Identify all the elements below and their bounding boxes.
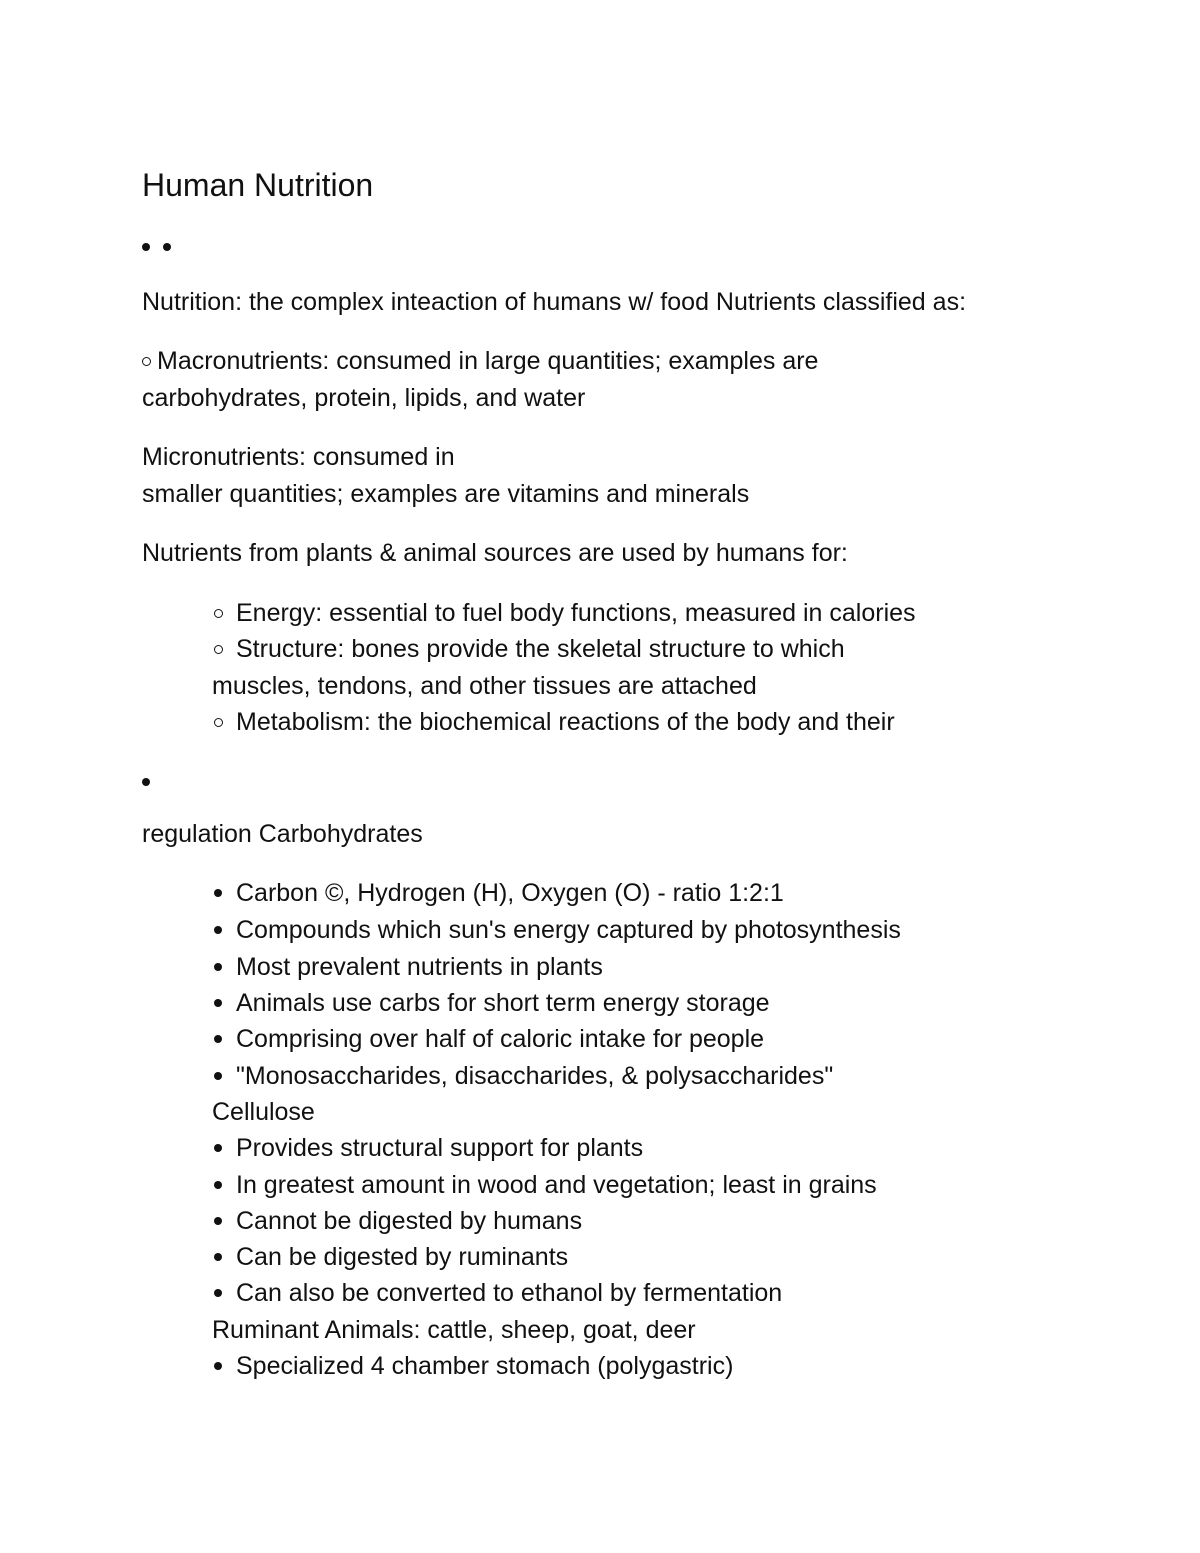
intro-paragraph: Nutrition: the complex inteaction of humans w/ food Nutrients classified as: <box>142 288 967 316</box>
list-item <box>212 1242 568 1272</box>
list-item <box>212 1061 833 1091</box>
list-item-text: In greatest amount in wood and vegetation; least in grains <box>236 1171 877 1199</box>
circle-bullet-icon <box>214 718 223 727</box>
circle-bullet-icon <box>214 609 223 618</box>
carbohydrates-heading: regulation Carbohydrates <box>142 820 423 848</box>
list-item-text: Provides structural support for plants <box>236 1134 644 1162</box>
bullet-icon <box>214 1181 222 1189</box>
list-item <box>212 634 845 664</box>
list-item <box>212 878 784 908</box>
bullet-icon <box>214 889 222 897</box>
macronutrients-text: Macronutrients: consumed in large quantities; examples are <box>157 347 819 375</box>
micronutrients-text-cont: smaller quantities; examples are vitamins and minerals <box>142 480 750 508</box>
stray-bullets <box>142 231 171 261</box>
bullet-icon <box>214 1035 222 1043</box>
bullet-icon <box>142 243 150 251</box>
list-item-text: Metabolism: the biochemical reactions of the body and their <box>236 708 895 736</box>
list-item <box>212 1351 733 1381</box>
bullet-icon <box>214 1072 222 1080</box>
list-item-text: Animals use carbs for short term energy storage <box>236 989 770 1017</box>
list-item <box>212 707 895 737</box>
bullet-icon <box>214 926 222 934</box>
list-item-text: Comprising over half of caloric intake for people <box>236 1025 765 1053</box>
bullet-icon <box>214 1144 222 1152</box>
cellulose-heading: Cellulose <box>212 1098 315 1126</box>
list-item <box>212 1170 877 1200</box>
ruminant-heading: Ruminant Animals: cattle, sheep, goat, deer <box>212 1316 696 1344</box>
list-item-text: Most prevalent nutrients in plants <box>236 953 603 981</box>
page-title: Human Nutrition <box>142 167 374 203</box>
list-item-text: "Monosaccharides, disaccharides, & polysaccharides" <box>236 1062 834 1090</box>
uses-heading: Nutrients from plants & animal sources are used by humans for: <box>142 539 848 567</box>
bullet-icon <box>214 1217 222 1225</box>
bullet-icon <box>214 1253 222 1261</box>
micronutrients-text: Micronutrients: consumed in <box>142 443 455 471</box>
list-item <box>212 952 603 982</box>
circle-bullet-icon <box>142 357 151 366</box>
bullet-icon <box>163 243 171 251</box>
list-item-text: Can be digested by ruminants <box>236 1243 569 1271</box>
list-item-text: Carbon ©, Hydrogen (H), Oxygen (O) - ratio 1:2:1 <box>236 879 784 907</box>
list-item <box>212 1206 582 1236</box>
bullet-icon <box>214 1289 222 1297</box>
bullet-icon <box>214 1362 222 1370</box>
list-item <box>212 1133 643 1163</box>
list-item <box>212 1024 764 1054</box>
circle-bullet-icon <box>214 645 223 654</box>
bullet-icon <box>214 963 222 971</box>
list-item-text: Structure: bones provide the skeletal structure to which <box>236 635 845 663</box>
bullet-icon <box>214 999 222 1007</box>
list-item-text: Can also be converted to ethanol by fermentation <box>236 1279 783 1307</box>
list-item-text: Specialized 4 chamber stomach (polygastric) <box>236 1352 734 1380</box>
list-item-text: Energy: essential to fuel body functions, measured in calories <box>236 599 916 627</box>
stray-bullet <box>142 766 150 796</box>
macronutrients-item <box>142 346 818 376</box>
list-item <box>212 915 901 945</box>
list-item <box>212 988 770 1018</box>
list-item <box>212 598 916 628</box>
list-item-cont: muscles, tendons, and other tissues are attached <box>212 672 757 700</box>
list-item <box>212 1278 782 1308</box>
list-item-text: Cannot be digested by humans <box>236 1207 583 1235</box>
list-item-text: Compounds which sun's energy captured by photosynthesis <box>236 916 901 944</box>
bullet-icon <box>142 778 150 786</box>
macronutrients-text-cont: carbohydrates, protein, lipids, and water <box>142 384 586 412</box>
